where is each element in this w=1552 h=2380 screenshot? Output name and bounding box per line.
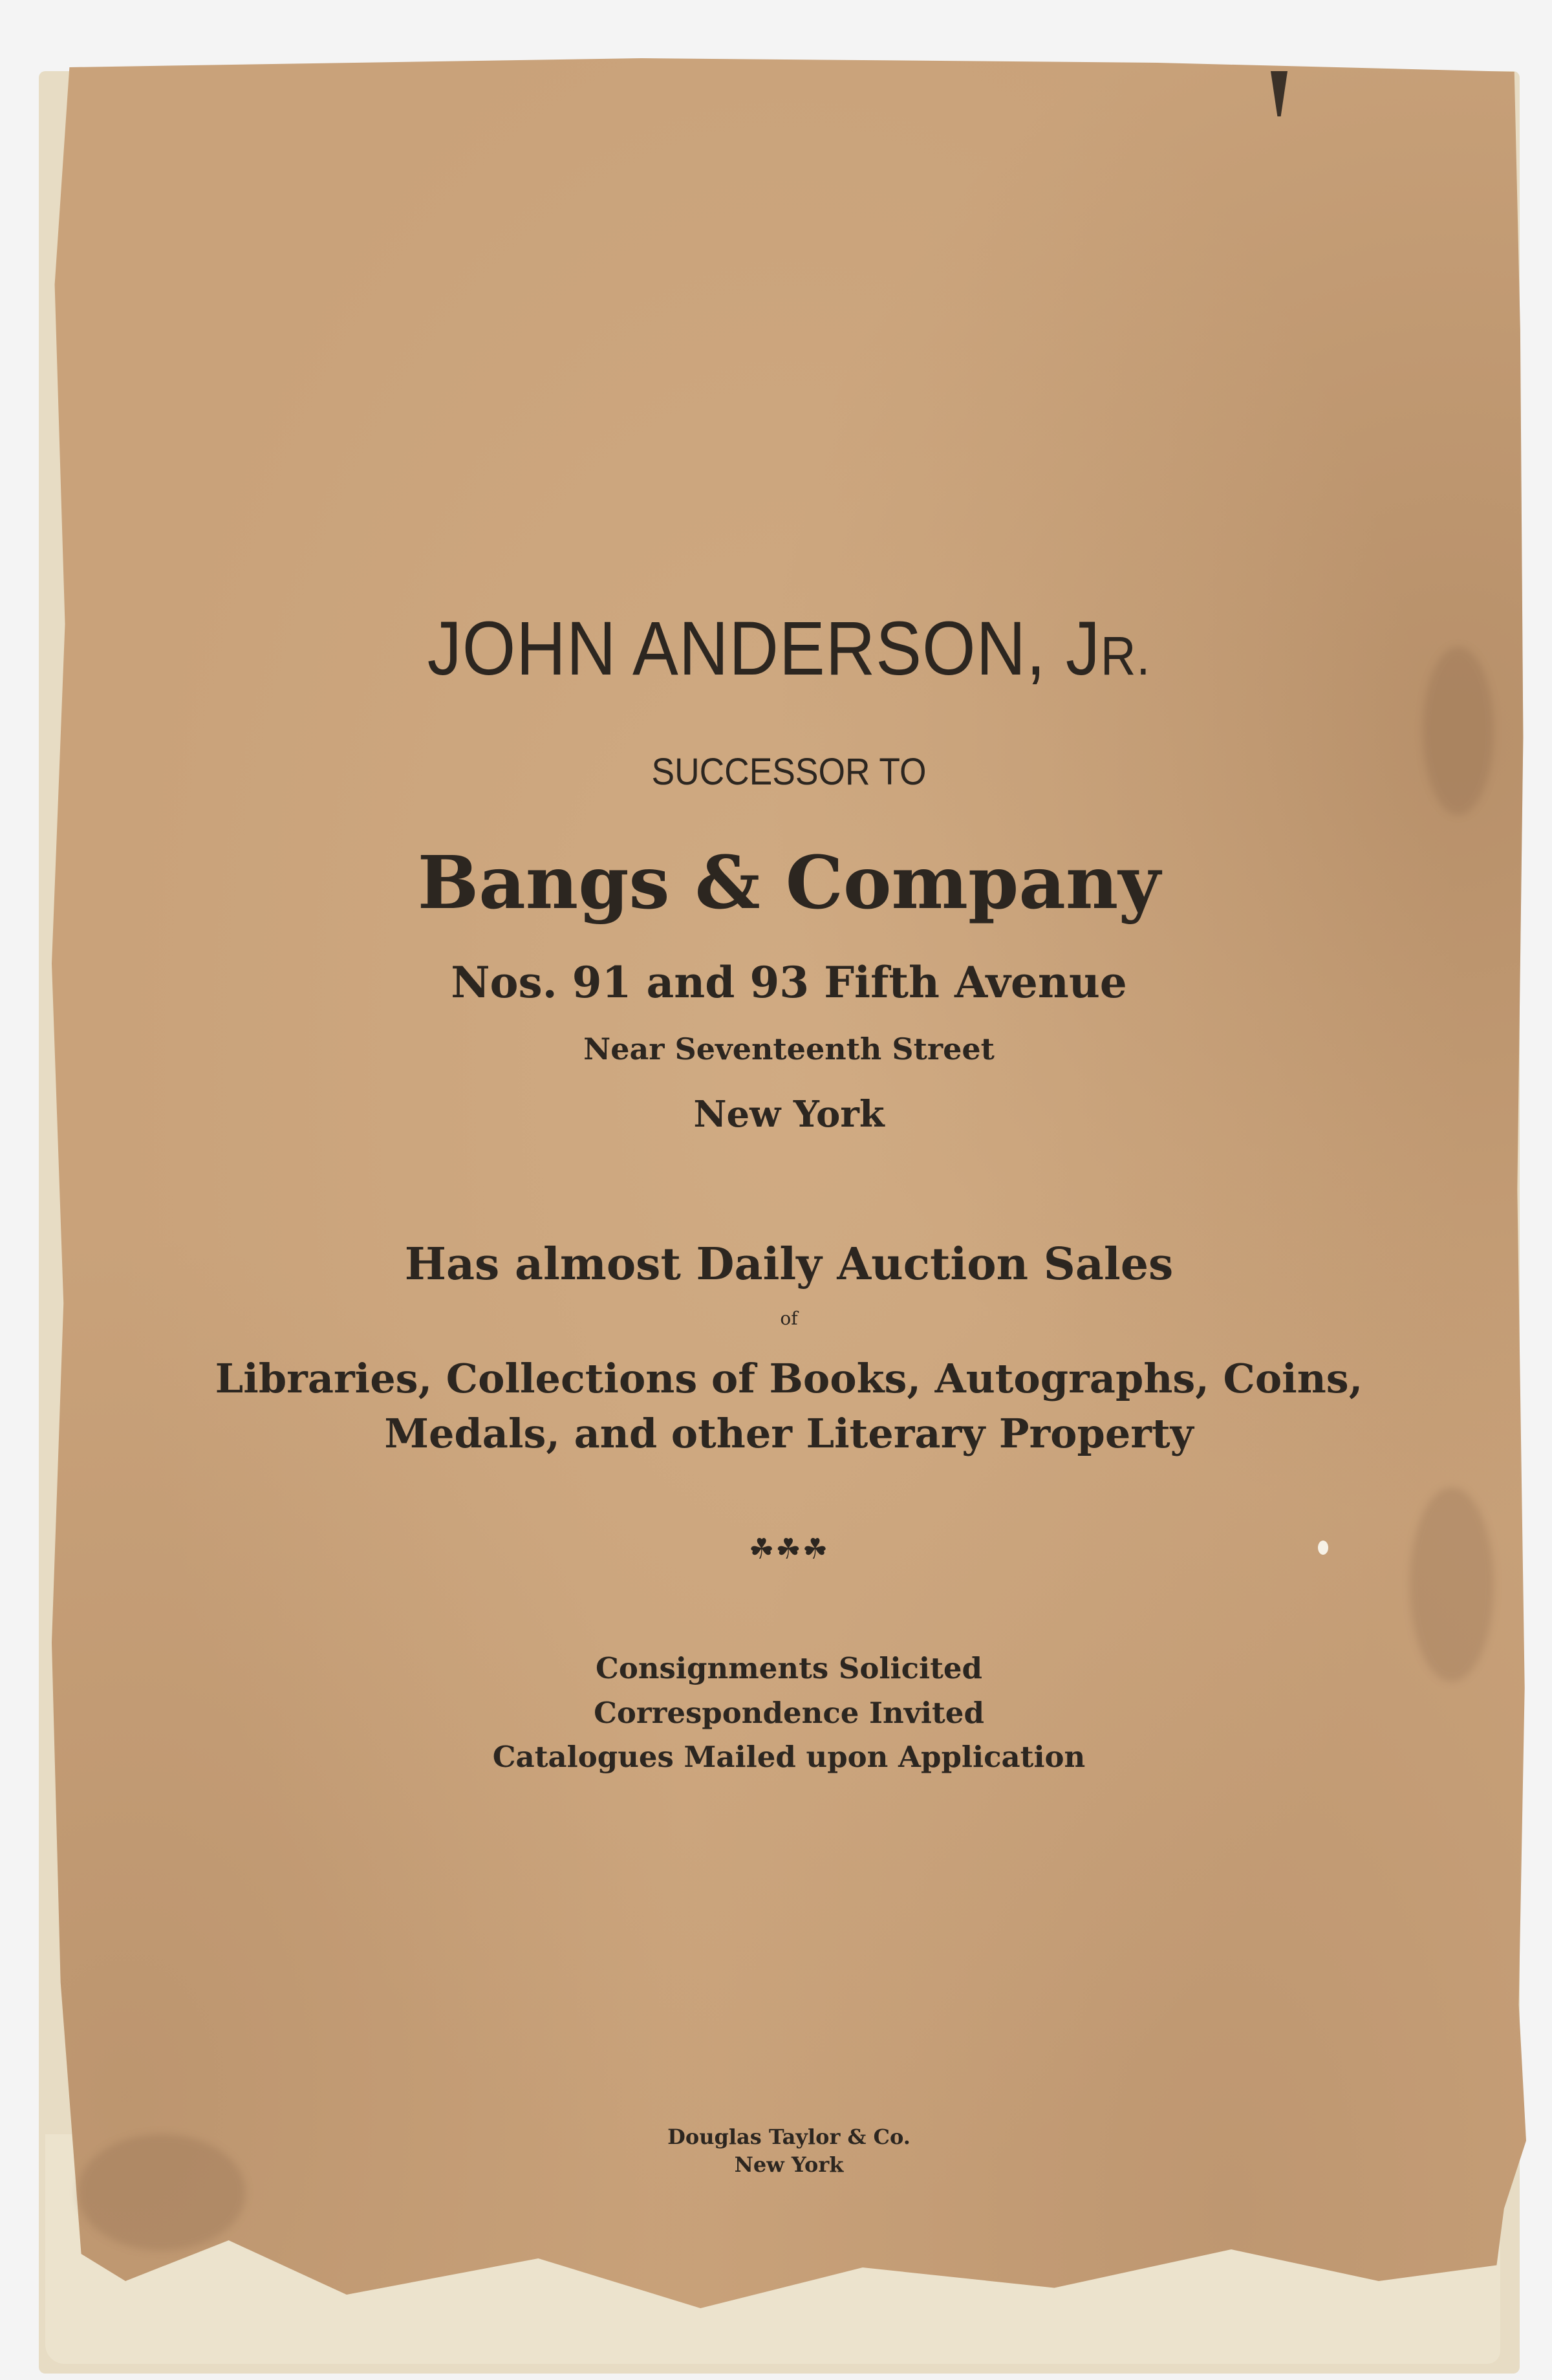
- auction-items-line-1: Libraries, Collections of Books, Autographs, Coins,: [215, 1355, 1363, 1402]
- near-street: Near Seventeenth Street: [583, 1032, 995, 1066]
- auction-connector: of: [780, 1308, 798, 1329]
- auction-items-line-2: Medals, and other Literary Property: [384, 1410, 1194, 1457]
- notice-consignments: Consignments Solicited: [596, 1651, 982, 1685]
- notice-catalogues: Catalogues Mailed upon Application: [492, 1740, 1086, 1774]
- cover-text: [52, 0, 1526, 2380]
- street-address: Nos. 91 and 93 Fifth Avenue: [451, 957, 1127, 1008]
- company-name: Bangs & Company: [417, 841, 1161, 925]
- title-suffix-r: R.: [1100, 625, 1151, 686]
- page-title: [125, 605, 1452, 693]
- printer-name: Douglas Taylor & Co.: [667, 2125, 911, 2149]
- ornament-divider: ☘☘☘: [748, 1533, 830, 1566]
- notice-correspondence: Correspondence Invited: [594, 1696, 984, 1730]
- title-name: JOHN ANDERSON,: [427, 606, 1066, 691]
- printer-city: New York: [734, 2152, 844, 2177]
- title-suffix-j: J: [1065, 606, 1101, 691]
- auction-headline: Has almost Daily Auction Sales: [404, 1239, 1174, 1290]
- city-line: New York: [693, 1093, 885, 1136]
- successor-line: SUCCESSOR TO: [651, 751, 927, 793]
